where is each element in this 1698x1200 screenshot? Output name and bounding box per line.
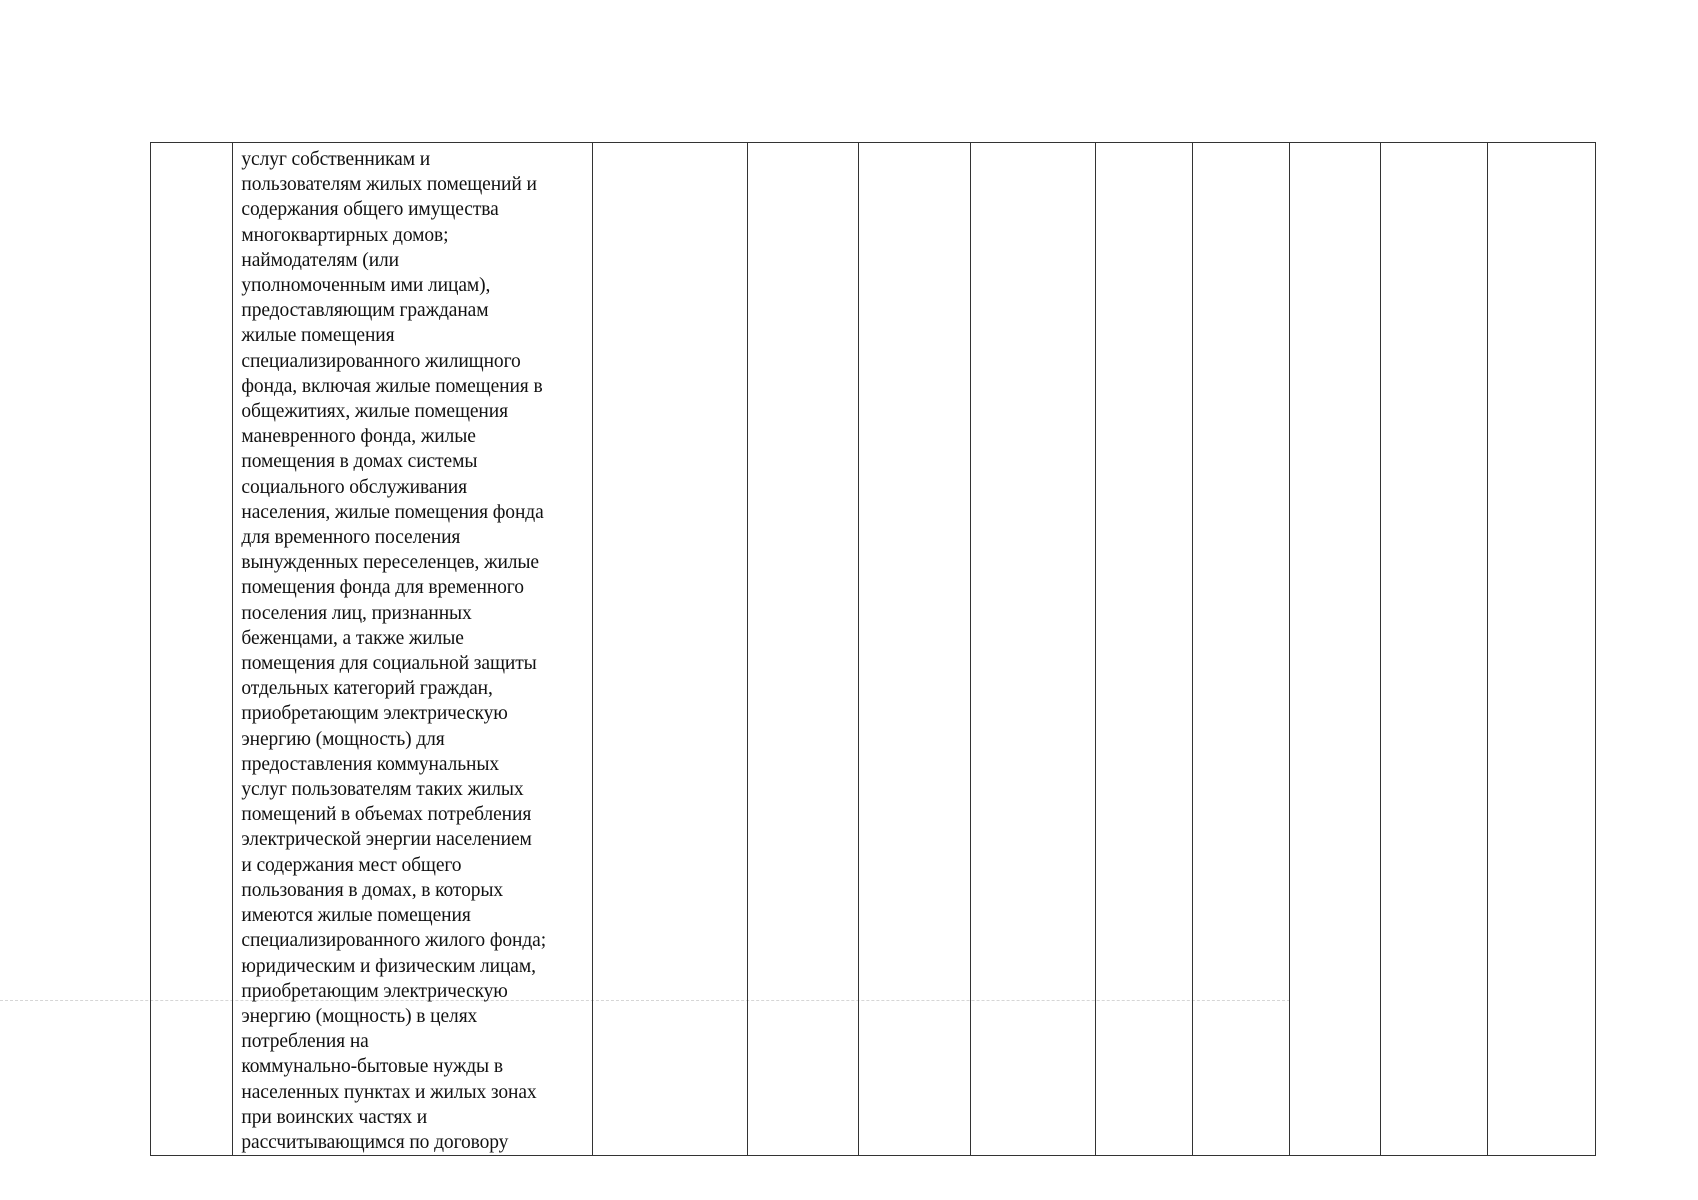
tariff-table <box>150 142 1596 1156</box>
cell-empty-4 <box>970 143 1095 1156</box>
cell-empty-3 <box>859 143 971 1156</box>
cell-empty-7 <box>1290 143 1380 1156</box>
description-text: услуг собственникам и пользователям жилых помещений и содержания общего имущества многоквартирных домов; наймодателям (или уполномоченным ими лицам), предоставляющим гражданам жилые помещения специализированного жилищного фонда, включая жилые помещения в общежитиях, жилые помещения маневренного фонда, жилые помещения в домах системы социального обслуживания населения, жилые помещения фонда для временного поселения вынужденных переселенцев, жилые помещения фонда для временного поселения лиц, признанных беженцами, а также жилые помещения для социальной защиты отдельных категорий граждан, приобретающим электрическую энергию (мощность) для предоставления коммунальных услуг пользователям таких жилых помещений в объемах потребления электрической энергии населением и содержания мест общего пользования в домах, в которых имеются жилые помещения специализированного жилого фонда; юридическим и физическим лицам, приобретающим электрическую энергию (мощность) в целях потребления на коммунально-бытовые нужды в населенных пунктах и жилых зонах при воинских частях и рассчитывающимся по договору <box>241 149 547 1153</box>
cell-number <box>151 143 233 1156</box>
cell-empty-6 <box>1192 143 1289 1156</box>
cell-empty-9 <box>1488 143 1596 1156</box>
cell-empty-8 <box>1380 143 1488 1156</box>
cell-description <box>233 143 593 1156</box>
cell-empty-1 <box>593 143 748 1156</box>
cell-empty-2 <box>747 143 859 1156</box>
cell-empty-5 <box>1095 143 1192 1156</box>
table-row <box>151 143 1596 1156</box>
